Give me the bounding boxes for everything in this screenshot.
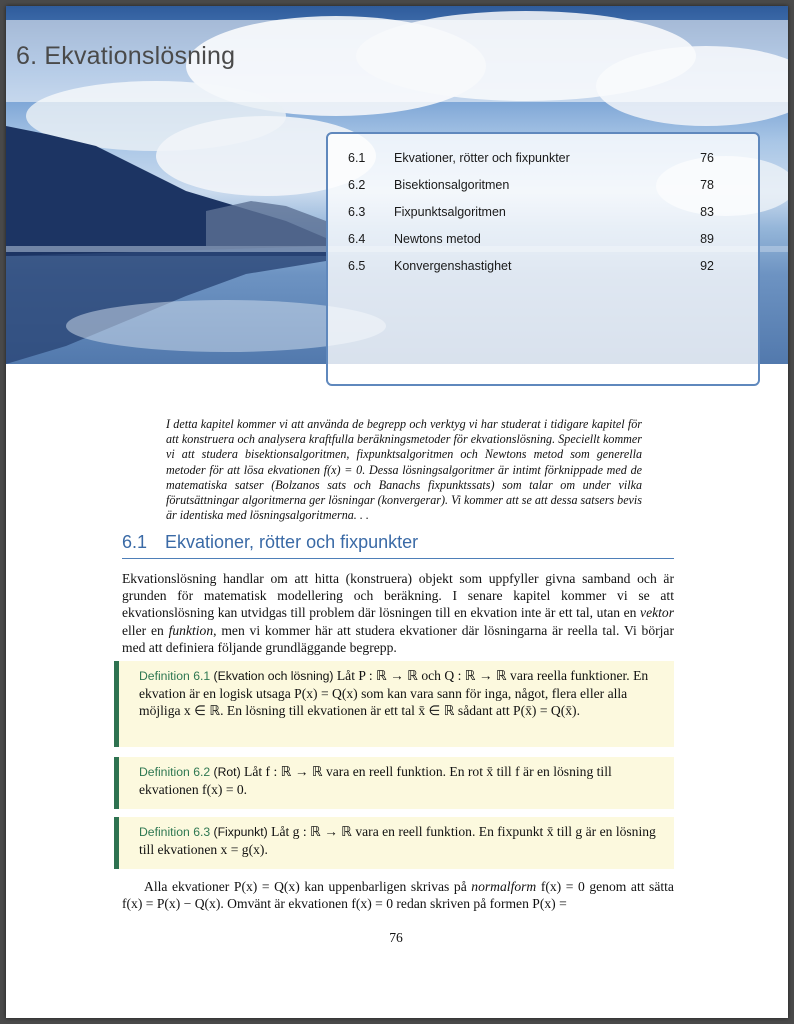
toc-entry[interactable] <box>328 259 758 279</box>
paragraph-text: f(x) = 0 genom att sätta f(x) = P(x) − Q(x). Omvänt är ekvationen f(x) = 0 redan skriven på formen P(x) = <box>122 879 674 912</box>
toc-entry[interactable] <box>328 151 758 171</box>
toc-page: 76 <box>700 151 714 165</box>
toc-page: 83 <box>700 205 714 219</box>
toc-title: Newtons metod <box>394 232 481 246</box>
chapter-toc <box>326 132 760 386</box>
emphasis-text: vektor <box>640 605 674 621</box>
definition-name: (Ekvation och lösning) <box>213 669 334 683</box>
toc-entry[interactable] <box>328 178 758 198</box>
toc-title: Fixpunktsalgoritmen <box>394 205 506 219</box>
toc-page: 89 <box>700 232 714 246</box>
toc-number: 6.5 <box>348 259 366 273</box>
body-paragraph <box>122 570 674 656</box>
page-number: 76 <box>389 930 403 945</box>
toc-number: 6.1 <box>348 151 366 165</box>
definition-name: (Rot) <box>213 765 241 779</box>
toc-title: Ekvationer, rötter och fixpunkter <box>394 151 570 165</box>
toc-title: Konvergenshastighet <box>394 259 512 273</box>
section-heading <box>122 532 674 559</box>
definition-text: Låt f : ℝ → ℝ vara en reell funktion. En rot x̄ till f är en lösning till ekvationen f(x) = 0. <box>139 764 612 798</box>
toc-entry[interactable] <box>328 205 758 225</box>
toc-entry[interactable] <box>328 232 758 252</box>
definition-label: Definition 6.3 <box>139 825 211 839</box>
section-title: Ekvationer, rötter och fixpunkter <box>165 532 419 552</box>
emphasis-text: normalform <box>471 879 537 894</box>
toc-number: 6.3 <box>348 205 366 219</box>
definition-label: Definition 6.1 <box>139 669 211 683</box>
chapter-abstract: I detta kapitel kommer vi att använda de begrepp och verktyg vi har studerat i tidigare kapitel för att konstruera och analysera kraftfulla beräkningsmetoder för ekvationslösning. Speciellt kommer vi att studera bisektionsalgoritmen, fixpunktsalgoritmen och Newtons metod som generella metoder för att lösa ekvationen f(x) = 0. Dessa lösningsalgoritmer är intimt förknippade med de matematiska satser (Bolzanos sats och Banachs fixpunktssats) som talar om under vilka förutsättningar algoritmerna ger lösningar (konvergerar). Vi kommer att se att dessa satsers bevis är identiska med lösningsalgoritmerna. . . <box>166 417 642 523</box>
definition-box <box>114 817 674 869</box>
paragraph-text: Ekvationslösning handlar om att hitta (konstruera) objekt som uppfyller givna samband och är grunden för matematisk modellering och beräkning. I senare kapitel kommer vi se att ekvationslösning kan utvidgas till problem där lösningen till en ekvation inte är ett tal, utan en <box>122 571 674 621</box>
definition-box <box>114 661 674 747</box>
book-page <box>6 6 788 1018</box>
definition-box <box>114 757 674 809</box>
toc-page: 78 <box>700 178 714 192</box>
body-paragraph <box>122 878 674 912</box>
definition-text: Låt P : ℝ → ℝ och Q : ℝ → ℝ vara reella funktioner. En ekvation är en logisk utsaga P(x) = Q(x) som kan vara sann för inga, något, flera eller alla möjliga x ∈ ℝ. En lösning till ekvationen är ett tal x̄ ∈ ℝ sådant att P(x̄) = Q(x̄). <box>139 668 649 719</box>
paragraph-text: eller en <box>122 622 164 638</box>
section-number: 6.1 <box>122 532 148 552</box>
toc-number: 6.4 <box>348 232 366 246</box>
definition-text: Låt g : ℝ → ℝ vara en reell funktion. En fixpunkt x̄ till g är en lösning till ekvationen x = g(x). <box>139 824 656 858</box>
toc-page: 92 <box>700 259 714 273</box>
toc-number: 6.2 <box>348 178 366 192</box>
toc-title: Bisektionsalgoritmen <box>394 178 510 192</box>
chapter-title: 6. Ekvationslösning <box>16 42 236 70</box>
definition-label: Definition 6.2 <box>139 765 211 779</box>
paragraph-text: , men vi kommer här att studera ekvationer där lösningarna är reella tal. Vi börjar med att definiera följande grundläggande begrepp. <box>122 622 674 655</box>
definition-name: (Fixpunkt) <box>213 825 268 839</box>
paragraph-text: Alla ekvationer P(x) = Q(x) kan uppenbarligen skrivas på <box>144 879 467 894</box>
emphasis-text: funktion <box>168 622 214 638</box>
